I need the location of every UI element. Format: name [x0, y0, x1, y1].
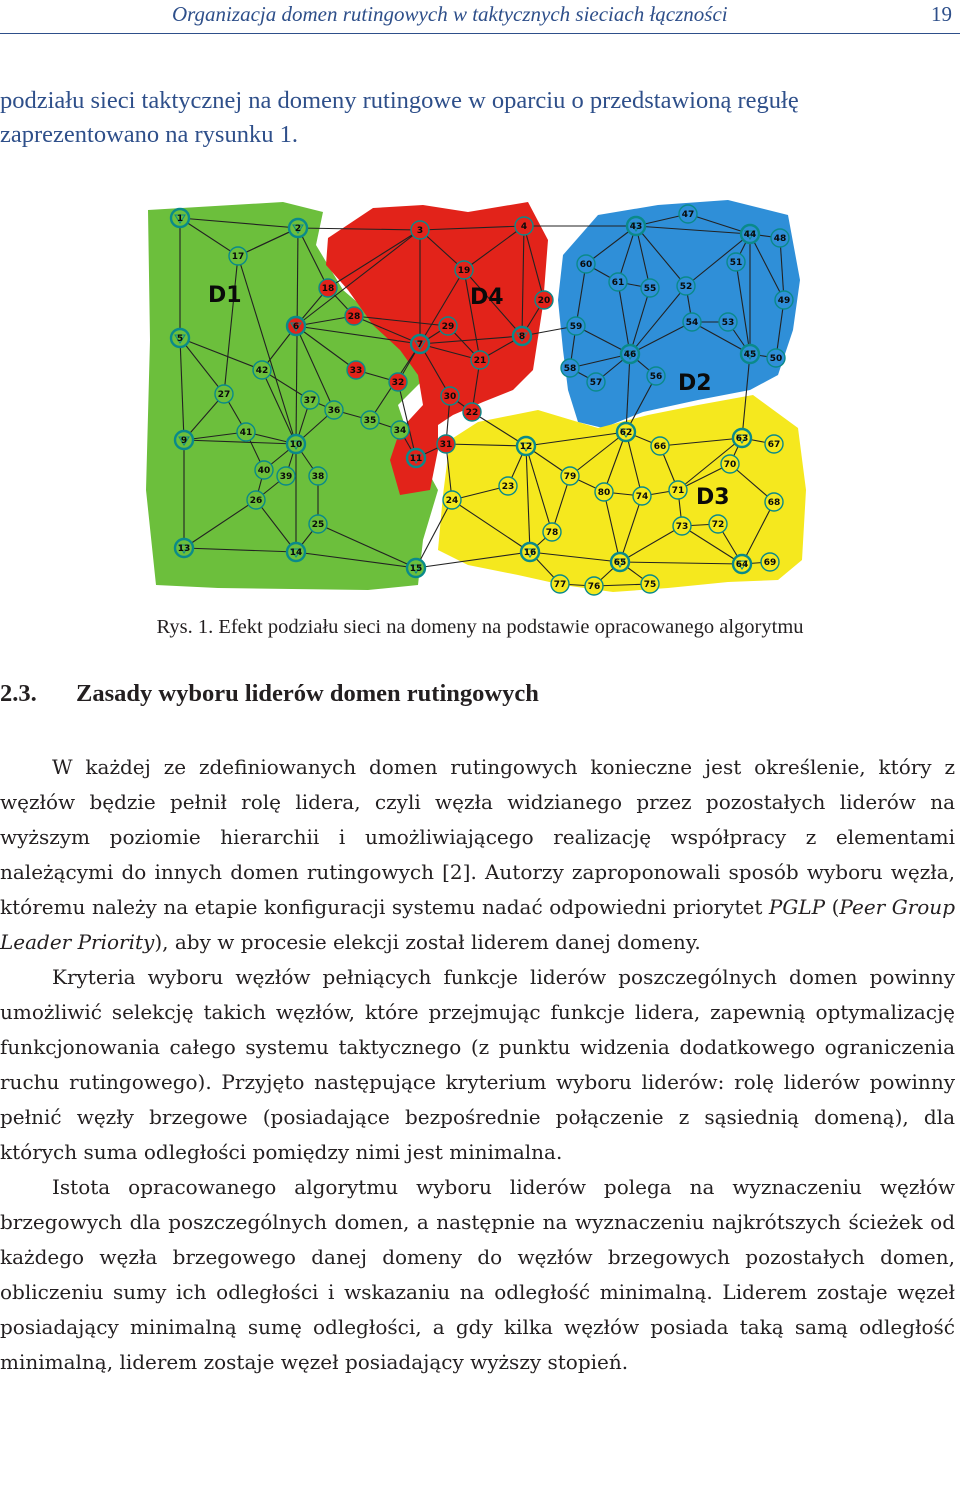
node-75 [641, 575, 659, 593]
node-label: 64 [735, 560, 749, 571]
header-rule [0, 33, 960, 34]
node-13 [175, 539, 193, 557]
paragraph-1-paren: ( [825, 895, 840, 919]
node-label: 60 [579, 260, 593, 271]
node-label: 70 [723, 460, 737, 471]
node-label: 19 [457, 266, 471, 277]
node-59 [567, 317, 585, 335]
node-3 [411, 221, 429, 239]
node-11 [407, 449, 425, 467]
node-label: 26 [249, 496, 263, 507]
node-label: 75 [643, 580, 657, 591]
paragraph-1-part-b: ), aby w procesie elekcji został liderem danej domeny. [154, 930, 701, 954]
node-14 [287, 543, 305, 561]
node-53 [719, 313, 737, 331]
paragraph-2: Kryteria wyboru węzłów pełniących funkcje liderów poszczególnych domen powinny umożliwić selekcję takich węzłów, które przejmując funkcje lidera, zapewnią optymalizację funkcjonowania całego systemu taktycznego (z punktu widzenia dodatkowego ograniczenia ruchu rutingowego). Przyjęto następujące kryterium wyboru liderów: rolę liderów powinny pełnić węzły brzegowe (posiadające bezpośrednie połączenie z sąsiednią domeną), dla których suma odległości pomiędzy nimi jest minimalna. [0, 965, 955, 1164]
node-12 [517, 437, 535, 455]
node-37 [301, 391, 319, 409]
node-41 [237, 423, 255, 441]
node-label: 51 [729, 258, 743, 269]
node-35 [361, 411, 379, 429]
node-label: 49 [777, 296, 791, 307]
node-label: 36 [327, 406, 341, 417]
node-60 [577, 255, 595, 273]
node-10 [287, 435, 305, 453]
node-label: 38 [311, 472, 325, 483]
node-45 [741, 345, 759, 363]
node-43 [627, 217, 645, 235]
node-label: 53 [721, 318, 735, 329]
node-label: 17 [231, 252, 245, 263]
node-69 [761, 553, 779, 571]
node-33 [347, 361, 365, 379]
node-label: 6 [292, 322, 300, 333]
paragraph-3: Istota opracowanego algorytmu wyboru liderów polega na wyznaczeniu węzłów brzegowych dla poszczególnych domen, a następnie na wyznaczeniu najkrótszych ścieżek od każdego węzła brzegowego danej domeny do węzłów brzegowych pozostałych domen, obliczeniu sumy ich odległości i wskazaniu na odległość minimalną. Liderem zostaje węzeł posiadający minimalną sumę odległości, a gdy kilka węzłów posiada taką samą odległość minimalną, liderem zostaje węzeł posiadający wyższy stopień. [0, 1175, 955, 1374]
node-label: 52 [679, 282, 693, 293]
node-label: 28 [347, 312, 361, 323]
node-4 [515, 217, 533, 235]
node-label: 29 [441, 322, 455, 333]
node-label: 62 [619, 428, 633, 439]
node-78 [543, 523, 561, 541]
node-label: 5 [176, 334, 184, 345]
intro-paragraph: podziału sieci taktycznej na domeny rutingowe w oparciu o przedstawioną regułę zaprezentowano na rysunku 1. [0, 87, 799, 148]
node-label: 32 [391, 378, 405, 389]
network-figure [138, 190, 808, 600]
node-label: 25 [311, 520, 325, 531]
node-58 [561, 359, 579, 377]
node-66 [651, 437, 669, 455]
node-38 [309, 467, 327, 485]
node-label: 46 [623, 350, 637, 361]
node-label: 11 [409, 454, 423, 465]
node-label: 41 [239, 428, 253, 439]
node-label: 77 [553, 580, 567, 591]
node-40 [255, 461, 273, 479]
section-title: Zasady wyboru liderów domen rutingowych [76, 680, 539, 707]
network-diagram [138, 190, 808, 600]
node-label: 24 [445, 496, 459, 507]
node-54 [683, 313, 701, 331]
running-header [0, 0, 960, 40]
node-27 [215, 385, 233, 403]
node-label: 43 [629, 222, 643, 233]
node-1 [171, 209, 189, 227]
node-label: 61 [611, 278, 625, 289]
node-label: 30 [443, 392, 457, 403]
node-7 [411, 335, 429, 353]
node-label: 63 [735, 434, 749, 445]
node-label: 40 [257, 466, 271, 477]
node-56 [647, 367, 665, 385]
node-label: 57 [589, 378, 603, 389]
node-label: 37 [303, 396, 317, 407]
node-label: 42 [255, 366, 269, 377]
node-71 [669, 481, 687, 499]
node-22 [463, 403, 481, 421]
node-label: 10 [289, 440, 303, 451]
node-label: 34 [393, 426, 407, 437]
node-44 [741, 225, 759, 243]
node-label: 56 [649, 372, 663, 383]
node-label: 1 [176, 214, 184, 225]
section-heading [0, 680, 960, 708]
node-6 [287, 317, 305, 335]
node-67 [765, 435, 783, 453]
node-label: 4 [520, 222, 528, 233]
node-73 [673, 517, 691, 535]
node-30 [441, 387, 459, 405]
node-label: 35 [363, 416, 377, 427]
node-39 [277, 467, 295, 485]
node-55 [641, 279, 659, 297]
node-21 [471, 351, 489, 369]
node-label: 48 [773, 234, 787, 245]
domain-label-d4: D4 [470, 285, 504, 310]
node-label: 2 [294, 224, 302, 235]
node-label: 71 [671, 486, 685, 497]
node-15 [407, 559, 425, 577]
node-61 [609, 273, 627, 291]
node-32 [389, 373, 407, 391]
node-23 [499, 477, 517, 495]
node-label: 54 [685, 318, 699, 329]
node-25 [309, 515, 327, 533]
node-51 [727, 253, 745, 271]
node-label: 14 [289, 548, 303, 559]
node-label: 27 [217, 390, 231, 401]
page-number: 19 [931, 2, 952, 26]
node-72 [709, 515, 727, 533]
node-label: 80 [597, 488, 611, 499]
node-48 [771, 229, 789, 247]
node-63 [733, 429, 751, 447]
node-label: 67 [767, 440, 781, 451]
node-76 [585, 577, 603, 595]
node-label: 12 [519, 442, 533, 453]
node-label: 8 [518, 332, 526, 343]
node-68 [765, 493, 783, 511]
node-42 [253, 361, 271, 379]
node-label: 47 [681, 210, 695, 221]
node-label: 20 [537, 296, 551, 307]
node-79 [561, 467, 579, 485]
node-9 [175, 431, 193, 449]
node-62 [617, 423, 635, 441]
node-label: 65 [613, 558, 627, 569]
node-label: 78 [545, 528, 559, 539]
domain-label-d1: D1 [208, 283, 242, 308]
node-57 [587, 373, 605, 391]
node-34 [391, 421, 409, 439]
node-18 [319, 279, 337, 297]
node-50 [767, 349, 785, 367]
node-65 [611, 553, 629, 571]
node-label: 73 [675, 522, 689, 533]
node-17 [229, 247, 247, 265]
node-46 [621, 345, 639, 363]
domain-label-d2: D2 [678, 371, 712, 396]
paragraph-1-part-a: W każdej ze zdefiniowanych domen rutingowych konieczne jest określenie, który z węzłów będzie pełnił rolę lidera, czyli węzła widzianego przez pozostałych liderów na wyższym poziomie hierarchii i umożliwiającego realizację współpracy z elementami należącymi do innych domen rutingowych [2]. Autorzy zaproponowali sposób wyboru węzła, któremu należy na etapie konfiguracji systemu nadać odpowiedni priorytet [0, 755, 955, 919]
pglp-abbrev: PGLP [768, 895, 826, 919]
node-26 [247, 491, 265, 509]
node-label: 3 [416, 226, 424, 237]
node-label: 66 [653, 442, 667, 453]
node-80 [595, 483, 613, 501]
paragraph-1 [0, 750, 955, 960]
node-label: 23 [501, 482, 515, 493]
node-label: 44 [743, 230, 757, 241]
node-label: 76 [587, 582, 601, 593]
node-label: 50 [769, 354, 783, 365]
node-label: 59 [569, 322, 583, 333]
node-77 [551, 575, 569, 593]
node-5 [171, 329, 189, 347]
running-title: Organizacja domen rutingowych w taktycznych sieciach łączności [172, 2, 728, 26]
node-label: 18 [321, 284, 335, 295]
node-74 [633, 487, 651, 505]
node-36 [325, 401, 343, 419]
node-label: 21 [473, 356, 487, 367]
node-49 [775, 291, 793, 309]
node-label: 9 [180, 436, 188, 447]
node-29 [439, 317, 457, 335]
node-64 [733, 555, 751, 573]
section-number: 2.3. [0, 680, 37, 707]
node-52 [677, 277, 695, 295]
node-2 [289, 219, 307, 237]
node-label: 69 [763, 558, 777, 569]
node-label: 13 [177, 544, 191, 555]
node-label: 45 [743, 350, 757, 361]
node-70 [721, 455, 739, 473]
body-text [0, 750, 955, 1380]
node-label: 68 [767, 498, 781, 509]
node-label: 55 [643, 284, 657, 295]
node-label: 39 [279, 472, 293, 483]
node-label: 79 [563, 472, 577, 483]
node-label: 33 [349, 366, 363, 377]
node-8 [513, 327, 531, 345]
node-label: 16 [523, 548, 537, 559]
node-24 [443, 491, 461, 509]
node-label: 31 [439, 440, 453, 451]
node-label: 7 [416, 340, 424, 351]
node-20 [535, 291, 553, 309]
node-label: 15 [409, 564, 423, 575]
node-31 [437, 435, 455, 453]
node-28 [345, 307, 363, 325]
pglp-expansion: Peer Group Leader Priority [0, 895, 955, 954]
node-label: 58 [563, 364, 577, 375]
node-label: 72 [711, 520, 725, 531]
node-47 [679, 205, 697, 223]
figure-caption: Rys. 1. Efekt podziału sieci na domeny na podstawie opracowanego algorytmu [156, 616, 804, 638]
node-19 [455, 261, 473, 279]
domain-label-d3: D3 [696, 485, 730, 510]
node-16 [521, 543, 539, 561]
node-label: 22 [465, 408, 479, 419]
node-label: 74 [635, 492, 649, 503]
